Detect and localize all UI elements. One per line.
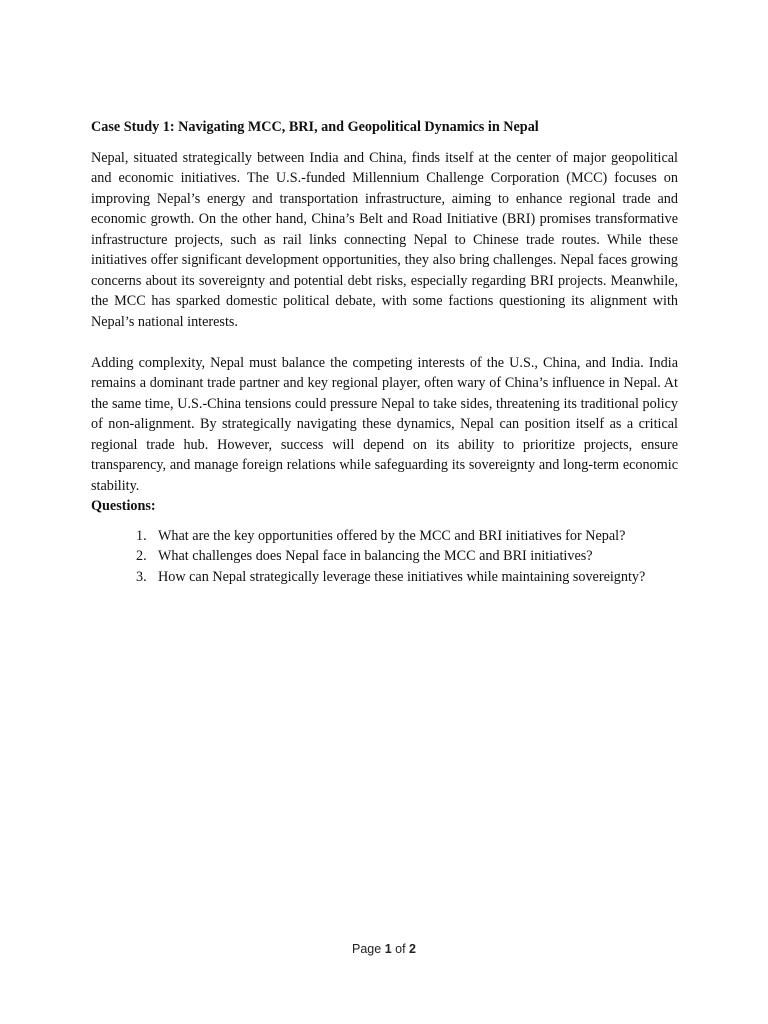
total-pages-number: 2 <box>409 942 416 956</box>
question-number: 3. <box>136 568 147 585</box>
question-text: What challenges does Nepal face in balancing the MCC and BRI initiatives? <box>158 548 593 564</box>
question-number: 2. <box>136 548 147 564</box>
case-study-title: Case Study 1: Navigating MCC, BRI, and Geopolitical Dynamics in Nepal <box>91 119 539 135</box>
questions-list <box>91 526 678 588</box>
paragraph-complexity: Adding complexity, Nepal must balance the competing interests of the U.S., China, and India. India remains a dominant trade partner and key regional player, often wary of China’s influence in Nepal. At the same time, U.S.-China tensions could pressure Nepal to take sides, threatening its traditional policy of non-alignment. By strategically navigating these dynamics, Nepal can position itself as a critical regional trade hub. However, success will depend on its ability to prioritize projects, ensure transparency, and manage foreign relations while safeguarding its sovereignty and long-term economic stability. <box>91 354 678 494</box>
question-number: 1. <box>136 527 147 544</box>
current-page-number: 1 <box>384 942 392 956</box>
of-word: of <box>395 942 406 956</box>
question-text: What are the key opportunities offered by the MCC and BRI initiatives for Nepal? <box>158 527 626 544</box>
question-item <box>91 546 678 567</box>
question-item <box>91 526 678 547</box>
paragraph-intro: Nepal, situated strategically between India and China, finds itself at the center of major geopolitical and economic initiatives. The U.S.-funded Millennium Challenge Corporation (MCC) focuses on improving Nepal’s energy and transportation infrastructure, aiming to enhance regional trade and economic growth. On the other hand, China’s Belt and Road Initiative (BRI) promises transformative infrastructure projects, such as rail links connecting Nepal to Chinese trade routes. While these initiatives offer significant development opportunities, they also bring challenges. Nepal faces growing concerns about its sovereignty and potential debt risks, especially regarding BRI projects. Meanwhile, the MCC has sparked domestic political debate, with some factions questioning its alignment with Nepal’s national interests. <box>91 149 678 330</box>
question-item <box>91 567 678 588</box>
question-text: How can Nepal strategically leverage these initiatives while maintaining sovereignty? <box>158 568 646 585</box>
page-footer <box>0 942 768 956</box>
document-body <box>91 117 678 587</box>
questions-heading: Questions: <box>91 498 156 514</box>
page-word: Page <box>352 942 382 956</box>
